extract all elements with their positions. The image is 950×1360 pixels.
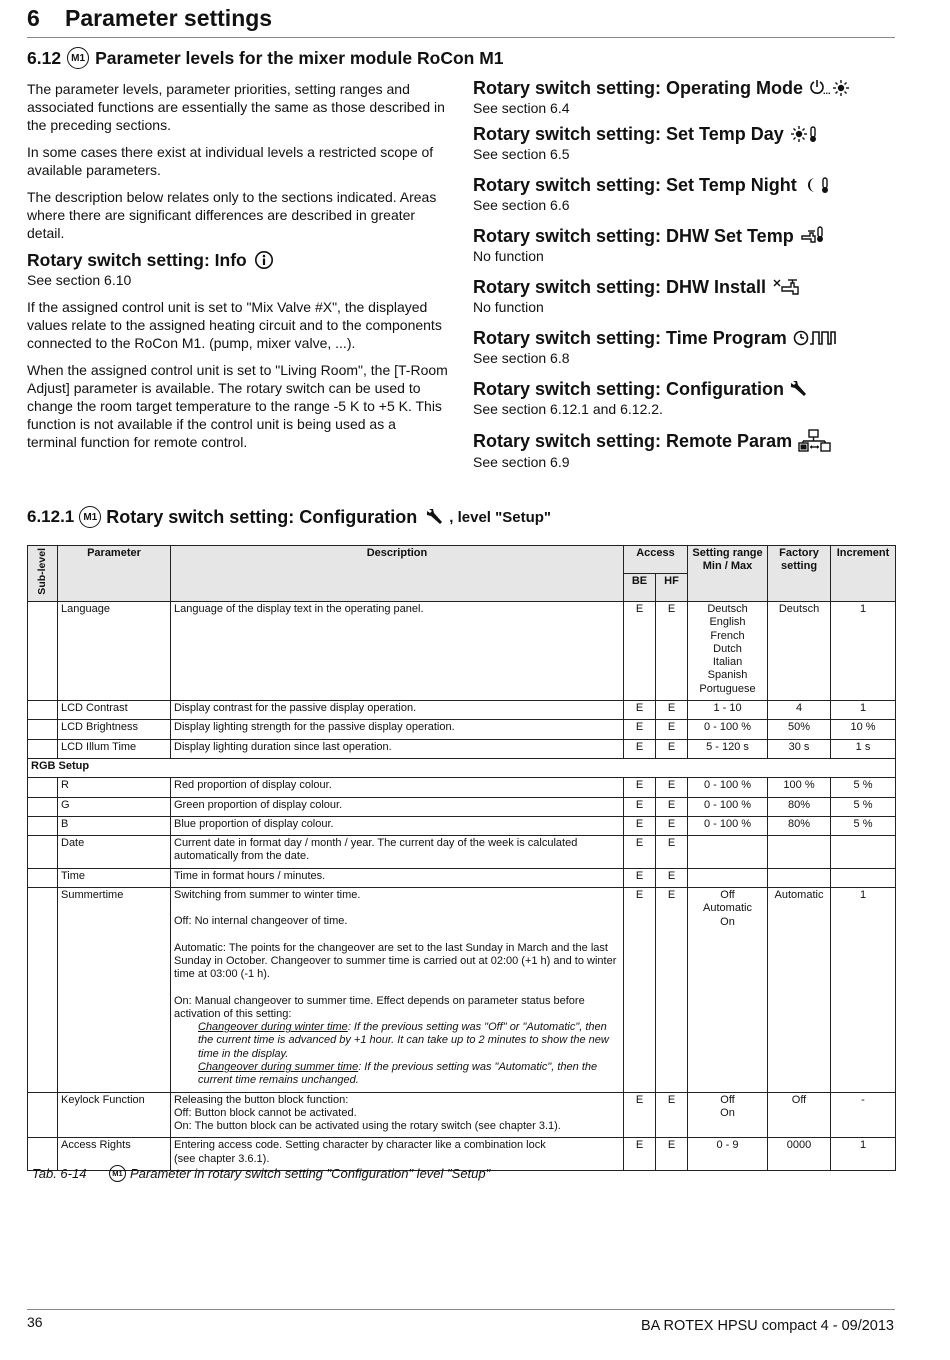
sublevel-cell: [28, 601, 58, 700]
rs-time-program-text: See section 6.8: [473, 350, 570, 366]
range-cell: 0 - 100 %: [688, 797, 768, 816]
param-cell: Summertime: [58, 888, 171, 1093]
document-footer: BA ROTEX HPSU compact 4 - 09/2013: [640, 1318, 894, 1334]
be-cell: E: [624, 797, 656, 816]
increment-cell: 1: [831, 701, 896, 720]
hf-cell: E: [656, 836, 688, 869]
be-cell: E: [624, 888, 656, 1093]
clock-program-icon: [793, 329, 837, 347]
desc-cell: Current date in format day / month / year. The current day of the week is calculated automatically from the date.: [171, 836, 624, 869]
be-cell: E: [624, 1138, 656, 1171]
sublevel-cell: [28, 739, 58, 758]
table-row: [28, 778, 896, 797]
be-header: BE: [624, 573, 656, 601]
increment-cell: 5 %: [831, 778, 896, 797]
param-cell: Time: [58, 868, 171, 887]
info-see-section: See section 6.10: [27, 272, 132, 288]
param-cell: LCD Illum Time: [58, 739, 171, 758]
table-header-row: [28, 546, 896, 574]
increment-cell: 1: [831, 601, 896, 700]
be-cell: E: [624, 1092, 656, 1138]
rs-heading-text: Rotary switch setting: Set Temp Day: [473, 124, 784, 144]
m1-badge-icon: M1: [109, 1165, 126, 1182]
caption-text: Parameter in rotary switch setting "Configuration" level "Setup": [130, 1166, 491, 1181]
rs-dhw-install-text: No function: [473, 299, 544, 315]
be-cell: E: [624, 601, 656, 700]
sublevel-cell: [28, 836, 58, 869]
tap-thermometer-icon: [800, 226, 824, 246]
factory-cell: Off: [768, 1092, 831, 1138]
sublevel-cell: [28, 1092, 58, 1138]
param-cell: B: [58, 816, 171, 835]
sublevel-cell: [28, 816, 58, 835]
desc-cell: Display contrast for the passive display operation.: [171, 701, 624, 720]
moon-thermometer-icon: [803, 176, 831, 194]
section-number: 6.12: [27, 47, 62, 68]
rs-set-temp-day-text: See section 6.5: [473, 146, 570, 162]
sublevel-cell: [28, 778, 58, 797]
rs-dhw-set-temp-heading: [473, 225, 898, 247]
factory-cell: [768, 868, 831, 887]
parameter-header: Parameter: [58, 546, 171, 602]
table-body-b: [28, 778, 896, 888]
rs-operating-mode-text: See section 6.4: [473, 100, 570, 116]
factory-cell: 100 %: [768, 778, 831, 797]
m1-badge-icon: M1: [79, 506, 101, 528]
subsection-title: Rotary switch setting: Configuration: [106, 506, 418, 527]
table-caption: [32, 1165, 490, 1182]
param-cell: G: [58, 797, 171, 816]
table-row: [28, 739, 896, 758]
hf-cell: E: [656, 868, 688, 887]
rs-heading-text: Rotary switch setting: Time Program: [473, 328, 787, 348]
rs-time-program-heading: [473, 327, 898, 349]
summertime-desc-3: Automatic: The points for the changeover are set to the last Sunday in March and the last Sunday in October. Changeover to summer time is carried out at 02:00 (+1 h) and to winter time at 03:00 (-1 h).: [174, 941, 617, 981]
desc-cell: Releasing the button block function: Off: Button block cannot be activated. On: The button block can be activated using the rotary switch (see chapter 3.1).: [171, 1092, 624, 1138]
rs-heading-text: Rotary switch setting: Set Temp Night: [473, 175, 797, 195]
desc-cell: Entering access code. Setting character by character like a combination lock (see chapter 3.6.1).: [171, 1138, 624, 1171]
rs-remote-param-heading: [473, 429, 898, 453]
rs-set-temp-night-text: See section 6.6: [473, 197, 570, 213]
summertime-desc-1: Switching from summer to winter time.: [174, 889, 361, 902]
be-cell: E: [624, 720, 656, 739]
factory-cell: 0000: [768, 1138, 831, 1171]
section-heading: [27, 47, 504, 69]
desc-cell: Time in format hours / minutes.: [171, 868, 624, 887]
info-icon: [254, 250, 274, 270]
range-cell: Off On: [688, 1092, 768, 1138]
rs-heading-text: Rotary switch setting: DHW Set Temp: [473, 226, 794, 246]
range-cell: 0 - 9: [688, 1138, 768, 1171]
summertime-winter-note: Changeover during winter time: If the previous setting was "Off" or "Automatic", then the current time is advanced by +1 hour. It can take up to 2 minutes to show the new time in the display.: [198, 1021, 609, 1060]
desc-cell: Display lighting strength for the passive display operation.: [171, 720, 624, 739]
info-paragraph-2: When the assigned control unit is set to "Living Room", the [T-Room Adjust] parameter is available. The rotary switch can be used to change the room target temperature to the range -5 K to +5 K. This function is not available if the control unit is being used as a terminal function for remote control.: [27, 362, 448, 450]
hf-cell: E: [656, 797, 688, 816]
factory-header: Factory setting: [768, 546, 831, 602]
increment-cell: 1 s: [831, 739, 896, 758]
rs-dhw-install-heading: [473, 276, 898, 298]
intro-paragraph-1: The parameter levels, parameter priorities, setting ranges and associated functions are essentially the same as those described in the preceding sections.: [27, 81, 445, 133]
desc-cell: Blue proportion of display colour.: [171, 816, 624, 835]
hf-cell: E: [656, 701, 688, 720]
rs-configuration-text: See section 6.12.1 and 6.12.2.: [473, 401, 663, 417]
chapter-number: 6: [27, 5, 40, 31]
increment-cell: 1: [831, 1138, 896, 1171]
hf-cell: E: [656, 778, 688, 797]
factory-cell: 50%: [768, 720, 831, 739]
increment-header: Increment: [831, 546, 896, 602]
desc-cell: [171, 888, 624, 1093]
right-column: [473, 77, 898, 482]
be-cell: E: [624, 778, 656, 797]
increment-cell: 1: [831, 888, 896, 1093]
table-row: [28, 601, 896, 700]
desc-cell: Language of the display text in the operating panel.: [171, 601, 624, 700]
increment-cell: 5 %: [831, 797, 896, 816]
param-cell: LCD Brightness: [58, 720, 171, 739]
sublevel-cell: [28, 701, 58, 720]
desc-cell: Display lighting duration since last operation.: [171, 739, 624, 758]
summertime-desc-2: Off: No internal changeover of time.: [174, 915, 348, 928]
table-row: [28, 701, 896, 720]
wrench-icon: [426, 508, 444, 526]
hf-cell: E: [656, 1092, 688, 1138]
desc-cell: Red proportion of display colour.: [171, 778, 624, 797]
param-cell: Date: [58, 836, 171, 869]
sublevel-cell: [28, 797, 58, 816]
info-paragraph-1: If the assigned control unit is set to "Mix Valve #X", the displayed values relate to the assigned heating circuit and to the components connected to the RoCon M1. (pump, mixer valve, ...).: [27, 299, 442, 351]
be-cell: E: [624, 739, 656, 758]
range-cell: [688, 868, 768, 887]
rs-dhw-set-temp-text: No function: [473, 248, 544, 264]
param-cell: LCD Contrast: [58, 701, 171, 720]
sublevel-cell: [28, 720, 58, 739]
param-cell: Access Rights: [58, 1138, 171, 1171]
subsection-heading: [27, 506, 551, 528]
table-row: [28, 888, 896, 1093]
hf-cell: E: [656, 739, 688, 758]
info-heading: [27, 249, 449, 271]
summertime-summer-note: Changeover during summer time: If the previous setting was "Automatic", then the current time remains unchanged.: [198, 1061, 598, 1087]
factory-cell: Deutsch: [768, 601, 831, 700]
hf-cell: E: [656, 816, 688, 835]
chapter-title: Parameter settings: [65, 5, 273, 31]
range-header: Setting range Min / Max: [688, 546, 768, 602]
param-cell: R: [58, 778, 171, 797]
factory-cell: Automatic: [768, 888, 831, 1093]
rs-heading-text: Rotary switch setting: Remote Param: [473, 431, 793, 451]
hf-cell: E: [656, 601, 688, 700]
m1-badge-icon: M1: [67, 47, 89, 69]
rs-configuration-heading: [473, 378, 898, 400]
rs-remote-param-text: See section 6.9: [473, 454, 570, 470]
increment-cell: [831, 868, 896, 887]
increment-cell: 5 %: [831, 816, 896, 835]
wrench-icon: [790, 380, 808, 398]
sublevel-cell: [28, 888, 58, 1093]
range-cell: Deutsch English French Dutch Italian Spanish Portuguese: [688, 601, 768, 700]
section-title: Parameter levels for the mixer module RoCon M1: [95, 47, 504, 68]
range-cell: 0 - 100 %: [688, 816, 768, 835]
rs-set-temp-night-heading: [473, 174, 898, 196]
rs-operating-mode-heading: [473, 77, 898, 99]
hf-cell: E: [656, 1138, 688, 1171]
rs-heading-text: Rotary switch setting: Operating Mode: [473, 78, 804, 98]
increment-cell: 10 %: [831, 720, 896, 739]
table-row: [28, 816, 896, 835]
group-label: RGB Setup: [28, 758, 896, 777]
desc-cell: Green proportion of display colour.: [171, 797, 624, 816]
left-column: [27, 80, 449, 460]
range-cell: [688, 836, 768, 869]
summertime-desc-4: On: Manual changeover to summer time. Effect depends on parameter status before activation of this setting:: [174, 994, 585, 1020]
table-body-a: [28, 601, 896, 758]
chapter-heading: [27, 5, 272, 32]
rs-set-temp-day-heading: [473, 123, 898, 145]
factory-cell: 30 s: [768, 739, 831, 758]
power-sun-icon: [809, 79, 849, 97]
param-cell: Keylock Function: [58, 1092, 171, 1138]
range-cell: 5 - 120 s: [688, 739, 768, 758]
group-row-rgb-setup: [28, 758, 896, 777]
range-cell: 0 - 100 %: [688, 720, 768, 739]
be-cell: E: [624, 868, 656, 887]
sublevel-header: Sub-level: [28, 546, 58, 602]
table-row: [28, 720, 896, 739]
table-row: [28, 868, 896, 887]
rs-heading-text: Rotary switch setting: Configuration: [473, 379, 785, 399]
range-cell: 0 - 100 %: [688, 778, 768, 797]
rs-heading-text: Rotary switch setting: DHW Install: [473, 277, 767, 297]
intro-paragraph-3: The description below relates only to the sections indicated. Areas where there are significant differences are described in greater detail.: [27, 189, 437, 241]
caption-label: Tab. 6-14: [32, 1166, 87, 1181]
parameter-table: [27, 545, 896, 1171]
hf-cell: E: [656, 720, 688, 739]
factory-cell: 4: [768, 701, 831, 720]
param-cell: Language: [58, 601, 171, 700]
factory-cell: [768, 836, 831, 869]
increment-cell: [831, 836, 896, 869]
be-cell: E: [624, 816, 656, 835]
be-cell: E: [624, 836, 656, 869]
subsection-number: 6.12.1: [27, 507, 75, 526]
access-header: Access: [624, 546, 688, 574]
factory-cell: 80%: [768, 816, 831, 835]
page-number: 36: [27, 1314, 43, 1330]
factory-cell: 80%: [768, 797, 831, 816]
intro-paragraph-2: In some cases there exist at individual levels a restricted scope of available parameters.: [27, 144, 434, 178]
info-heading-text: Rotary switch setting: Info: [27, 250, 247, 270]
range-cell: Off Automatic On: [688, 888, 768, 1093]
table-row: [28, 836, 896, 869]
table-row: [28, 1092, 896, 1138]
be-cell: E: [624, 701, 656, 720]
header-rule: [27, 37, 895, 38]
network-icon: [798, 429, 832, 453]
description-header: Description: [171, 546, 624, 602]
hf-cell: E: [656, 888, 688, 1093]
hf-header: HF: [656, 573, 688, 601]
footer-rule: [27, 1309, 895, 1310]
sun-thermometer-icon: [790, 125, 818, 143]
subsection-level: , level "Setup": [449, 508, 552, 526]
svg-text:...: ...: [823, 86, 831, 96]
tap-install-icon: [772, 277, 804, 297]
sublevel-cell: [28, 868, 58, 887]
range-cell: 1 - 10: [688, 701, 768, 720]
increment-cell: -: [831, 1092, 896, 1138]
table-row: [28, 797, 896, 816]
